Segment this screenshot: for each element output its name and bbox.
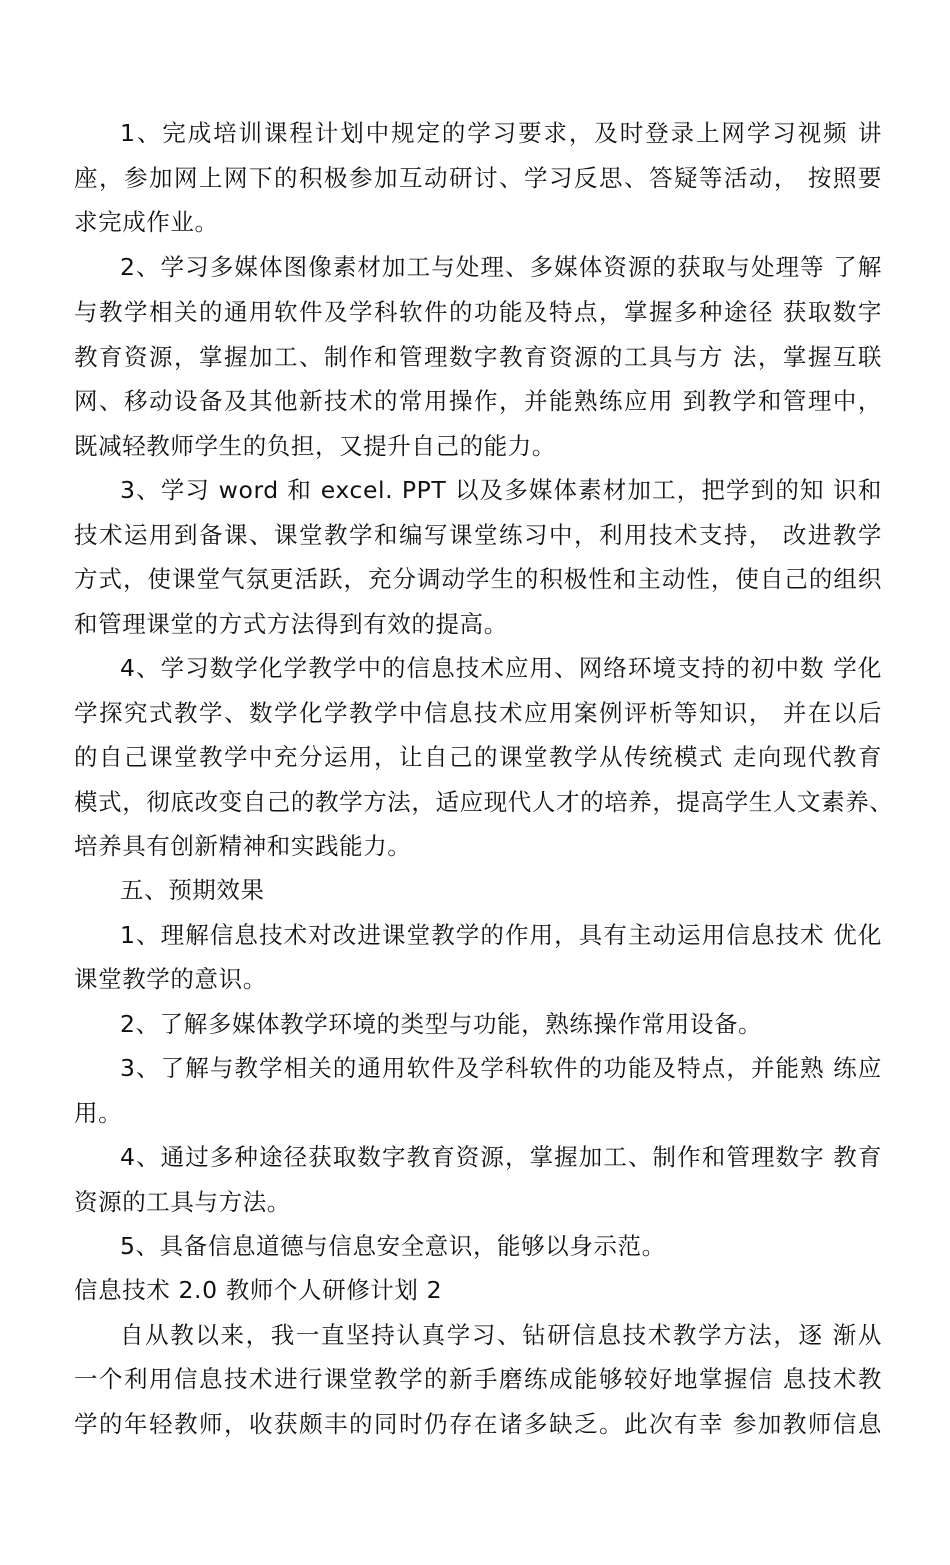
text-line: 的自己课堂教学中充分运用，让自己的课堂教学从传统模式 走向现代教育 — [74, 743, 882, 771]
text-line: 学探究式教学、数学化学教学中信息技术应用案例评析等知识， 并在以后 — [74, 699, 882, 727]
text-line: 1、完成培训课程计划中规定的学习要求，及时登录上网学习视频 讲 — [120, 119, 882, 147]
text-line: 座，参加网上网下的积极参加互动研讨、学习反思、答疑等活动， 按照要 — [74, 164, 882, 192]
text-line: 模式，彻底改变自己的教学方法，适应现代人才的培养，提高学生人文素养、 — [74, 788, 894, 816]
text-line: 2、了解多媒体教学环境的类型与功能，熟练操作常用设备。 — [120, 1010, 763, 1038]
text-line: 教育资源，掌握加工、制作和管理数字教育资源的工具与方 法，掌握互联 — [74, 343, 882, 371]
text-line: 一个利用信息技术进行课堂教学的新手磨练成能够较好地掌握信 息技术教 — [74, 1365, 882, 1393]
text-line: 技术运用到备课、课堂教学和编写课堂练习中，利用技术支持， 改进教学 — [74, 521, 882, 549]
text-line: 与教学相关的通用软件及学科软件的功能及特点，掌握多种途径 获取数字 — [74, 298, 882, 326]
text-line: 3、了解与教学相关的通用软件及学科软件的功能及特点，并能熟 练应 — [120, 1054, 882, 1082]
text-line: 4、学习数学化学教学中的信息技术应用、网络环境支持的初中数 学化 — [120, 654, 882, 682]
text-line: 3、学习 word 和 excel. PPT 以及多媒体素材加工，把学到的知 识和 — [120, 476, 882, 504]
document-title: 信息技术 2.0 教师个人研修计划 2 — [74, 1276, 443, 1304]
text-line: 资源的工具与方法。 — [74, 1188, 291, 1216]
text-line: 用。 — [74, 1099, 123, 1127]
text-line: 网、移动设备及其他新技术的常用操作，并能熟练应用 到教学和管理中， — [74, 387, 882, 415]
text-line: 4、通过多种途径获取数字教育资源，掌握加工、制作和管理数字 教育 — [120, 1143, 882, 1171]
text-line: 自从教以来，我一直坚持认真学习、钻研信息技术教学方法，逐 渐从 — [120, 1321, 882, 1349]
text-line: 学的年轻教师，收获颇丰的同时仍存在诸多缺乏。此次有幸 参加教师信息 — [74, 1410, 882, 1438]
text-line: 5、具备信息道德与信息安全意识，能够以身示范。 — [120, 1232, 666, 1260]
text-line: 培养具有创新精神和实践能力。 — [74, 832, 412, 860]
section-heading: 五、预期效果 — [120, 876, 265, 904]
text-line: 和管理课堂的方式方法得到有效的提高。 — [74, 610, 508, 638]
text-line: 课堂教学的意识。 — [74, 965, 267, 993]
text-line: 2、学习多媒体图像素材加工与处理、多媒体资源的获取与处理等 了解 — [120, 253, 882, 281]
text-line: 既减轻教师学生的负担，又提升自己的能力。 — [74, 432, 556, 460]
text-line: 1、理解信息技术对改进课堂教学的作用，具有主动运用信息技术 优化 — [120, 921, 882, 949]
text-line: 方式，使课堂气氛更活跃，充分调动学生的积极性和主动性，使自己的组织 — [74, 565, 882, 593]
text-line: 求完成作业。 — [74, 208, 219, 236]
